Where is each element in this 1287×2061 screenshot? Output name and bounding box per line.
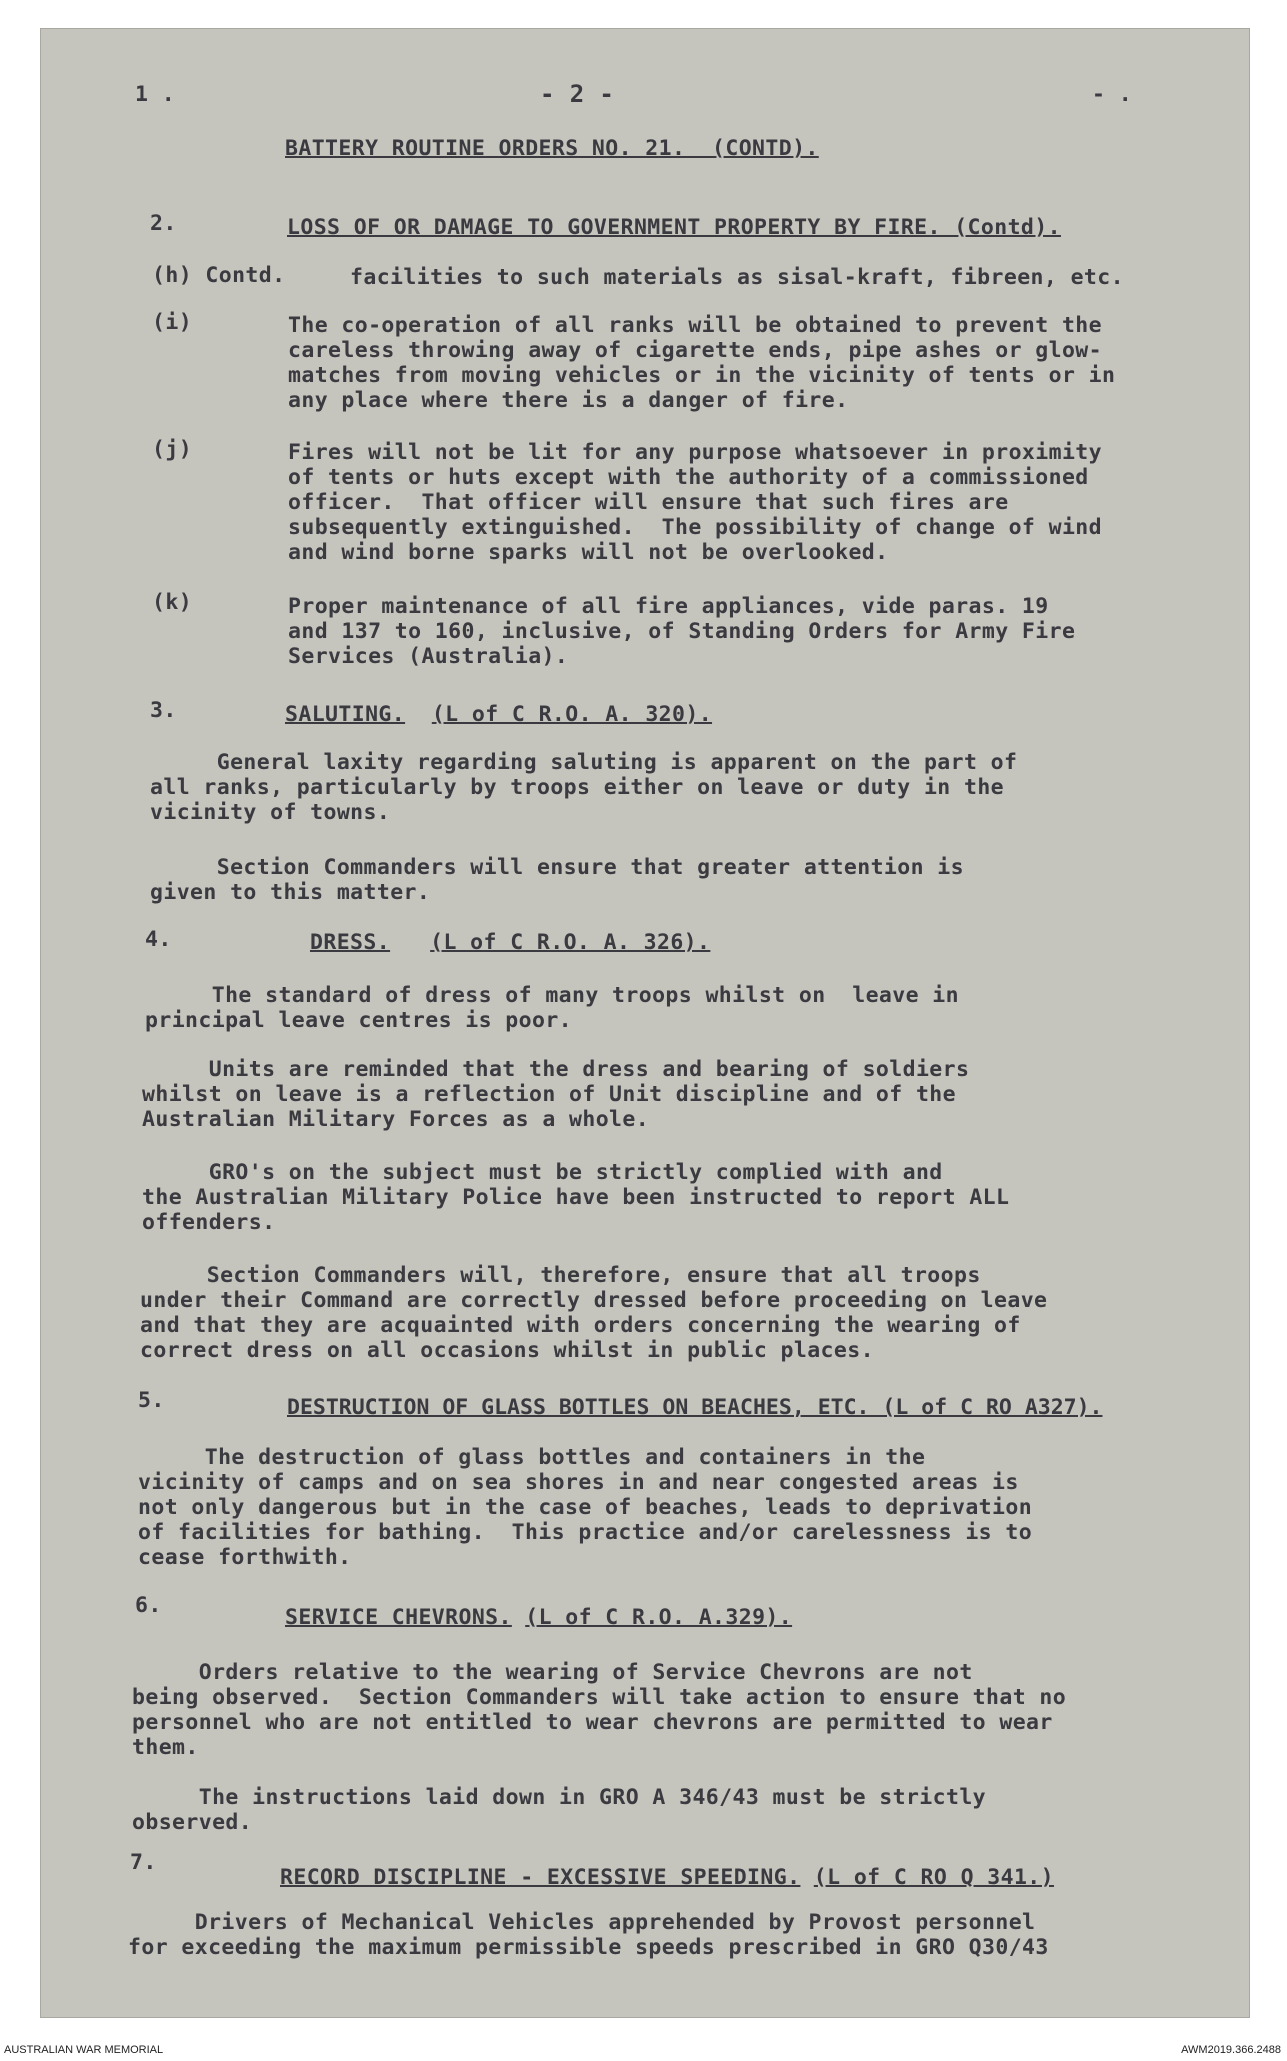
para-4-reference: (L of C R.O. A. 326). — [430, 930, 711, 955]
para-line: whilst on leave is a reflection of Unit discipline and of the — [142, 1082, 956, 1107]
para-line: Drivers of Mechanical Vehicles apprehended by Provost personnel — [128, 1910, 1036, 1935]
item-h-label: (h) Contd. — [152, 263, 286, 288]
item-j-label: (j) — [152, 437, 193, 462]
para-5-number: 5. — [138, 1388, 165, 1413]
item-j-text — [288, 440, 1102, 565]
para-line: Section Commanders will, therefore, ensure that all troops — [140, 1263, 981, 1288]
para-5-heading: DESTRUCTION OF GLASS BOTTLES ON BEACHES, ETC. (L of C RO A327). — [287, 1395, 1103, 1420]
footer-archive-name: AUSTRALIAN WAR MEMORIAL — [4, 2044, 164, 2056]
item-k-text — [288, 594, 1075, 669]
item-i-text — [288, 313, 1115, 413]
para-4-paragraph-4 — [140, 1263, 1047, 1363]
para-4-heading: DRESS. — [310, 930, 391, 955]
para-3-heading: SALUTING. — [285, 702, 406, 727]
item-i-line: matches from moving vehicles or in the vicinity of tents or in — [288, 363, 1116, 388]
item-j-line: and wind borne sparks will not be overlooked. — [288, 540, 889, 565]
item-k-label: (k) — [152, 590, 193, 615]
para-7-heading-line — [280, 1865, 1054, 1890]
item-i-line: The co-operation of all ranks will be obtained to prevent the — [288, 313, 1102, 338]
item-j-line: Fires will not be lit for any purpose whatsoever in proximity — [288, 440, 1102, 465]
para-line: Orders relative to the wearing of Service Chevrons are not — [132, 1660, 973, 1685]
para-4-paragraph-2 — [142, 1057, 969, 1132]
item-i-label: (i) — [152, 310, 193, 335]
para-line: observed. — [132, 1810, 253, 1835]
item-h-text: facilities to such materials as sisal-kraft, fibreen, etc. — [350, 265, 1124, 290]
document-title: BATTERY ROUTINE ORDERS NO. 21. (CONTD). — [285, 136, 819, 161]
para-line: personnel who are not entitled to wear chevrons are permitted to wear — [132, 1710, 1053, 1735]
para-line: principal leave centres is poor. — [145, 1008, 573, 1033]
para-4-paragraph-3 — [142, 1160, 1009, 1235]
para-6-number: 6. — [135, 1593, 162, 1618]
item-i-line: careless throwing away of cigarette ends, pipe ashes or glow- — [288, 338, 1102, 363]
para-line: GRO's on the subject must be strictly complied with and — [142, 1160, 943, 1185]
para-7-paragraph-1 — [128, 1910, 1049, 1960]
para-3-heading-line — [285, 702, 712, 727]
para-7-heading: RECORD DISCIPLINE - EXCESSIVE SPEEDING. — [280, 1865, 801, 1890]
para-4-heading-line — [310, 930, 710, 955]
para-4-number: 4. — [145, 927, 172, 952]
para-line: all ranks, particularly by troops either on leave or duty in the — [150, 775, 1005, 800]
para-6-paragraph-1 — [132, 1660, 1066, 1760]
para-line: Units are reminded that the dress and bearing of soldiers — [142, 1057, 970, 1082]
para-7-reference: (L of C RO Q 341.) — [813, 1865, 1054, 1890]
para-line: vicinity of towns. — [150, 800, 391, 825]
item-j-line: officer. That officer will ensure that such fires are — [288, 490, 1009, 515]
para-2-number: 2. — [150, 211, 177, 236]
para-line: vicinity of camps and on sea shores in and near congested areas is — [138, 1470, 1019, 1495]
para-line: under their Command are correctly dressed before proceeding on leave — [140, 1288, 1048, 1313]
para-line: them. — [132, 1735, 199, 1760]
para-line: The destruction of glass bottles and containers in the — [138, 1445, 926, 1470]
para-3-paragraph-2 — [150, 855, 964, 905]
para-line: General laxity regarding saluting is apparent on the part of — [150, 750, 1018, 775]
para-6-heading: SERVICE CHEVRONS. — [285, 1605, 512, 1630]
item-i-line: any place where there is a danger of fire. — [288, 388, 849, 413]
para-5-paragraph-1 — [138, 1445, 1032, 1570]
para-6-reference: (L of C R.O. A.329). — [525, 1605, 793, 1630]
para-line: for exceeding the maximum permissible speeds prescribed in GRO Q30/43 — [128, 1935, 1049, 1960]
para-6-heading-line — [285, 1605, 792, 1630]
para-3-number: 3. — [150, 698, 177, 723]
para-line: cease forthwith. — [138, 1545, 352, 1570]
para-line: of facilities for bathing. This practice and/or carelessness is to — [138, 1520, 1033, 1545]
para-line: and that they are acquainted with orders concerning the wearing of — [140, 1313, 1021, 1338]
para-line: The standard of dress of many troops whilst on leave in — [145, 983, 959, 1008]
para-line: correct dress on all occasions whilst in public places. — [140, 1338, 874, 1363]
item-k-line: Services (Australia). — [288, 644, 569, 669]
para-line: Section Commanders will ensure that greater attention is — [150, 855, 964, 880]
para-3-reference: (L of C R.O. A. 320). — [431, 702, 713, 727]
para-6-paragraph-2 — [132, 1785, 986, 1835]
item-k-line: Proper maintenance of all fire appliances, vide paras. 19 — [288, 594, 1049, 619]
page-number: - 2 - — [540, 80, 615, 108]
para-7-number: 7. — [130, 1850, 157, 1875]
para-line: offenders. — [142, 1210, 276, 1235]
footer-item-id: AWM2019.366.2488 — [1181, 2044, 1281, 2056]
para-3-paragraph-1 — [150, 750, 1017, 825]
para-line: not only dangerous but in the case of beaches, leads to deprivation — [138, 1495, 1033, 1520]
para-2-heading: LOSS OF OR DAMAGE TO GOVERNMENT PROPERTY BY FIRE. (Contd). — [287, 215, 1061, 240]
item-k-line: and 137 to 160, inclusive, of Standing Orders for Army Fire — [288, 619, 1076, 644]
para-line: the Australian Military Police have been instructed to report ALL — [142, 1185, 1010, 1210]
right-margin-mark: - . — [1092, 82, 1133, 107]
item-j-line: subsequently extinguished. The possibility of change of wind — [288, 515, 1102, 540]
para-line: The instructions laid down in GRO A 346/43 must be strictly — [132, 1785, 987, 1810]
left-margin-mark: 1 . — [135, 82, 176, 107]
para-line: Australian Military Forces as a whole. — [142, 1107, 650, 1132]
para-4-paragraph-1 — [145, 983, 959, 1033]
para-line: being observed. Section Commanders will take action to ensure that no — [132, 1685, 1067, 1710]
para-line: given to this matter. — [150, 880, 431, 905]
item-j-line: of tents or huts except with the authority of a commissioned — [288, 465, 1089, 490]
